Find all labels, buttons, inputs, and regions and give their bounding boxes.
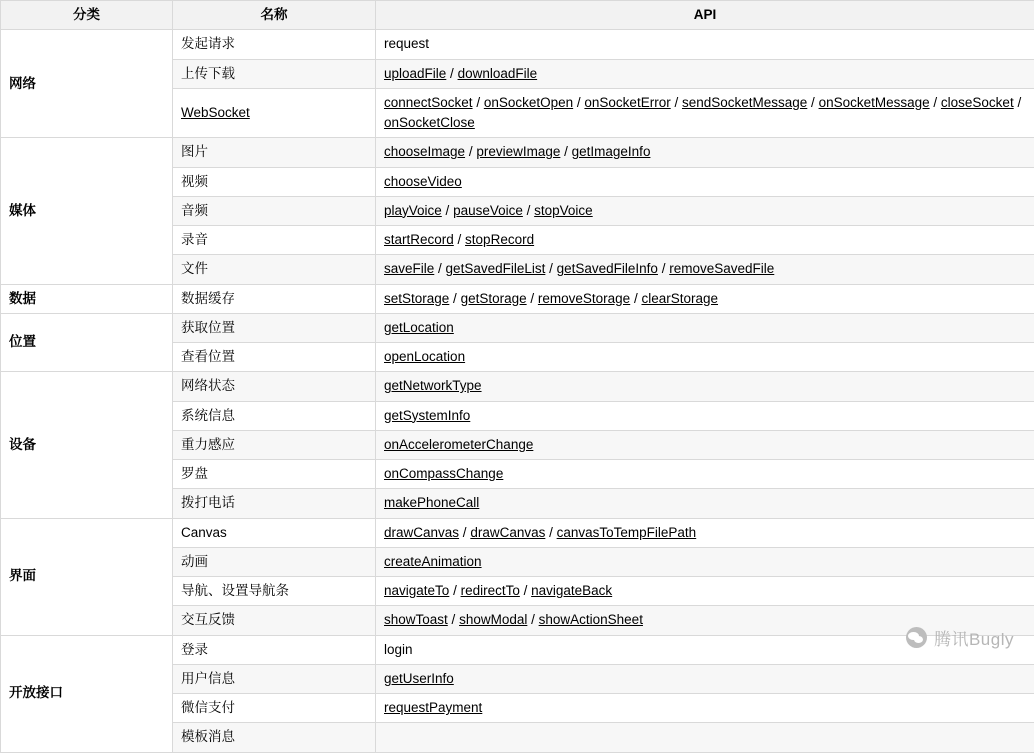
name-cell: 交互反馈: [173, 606, 376, 635]
api-link[interactable]: saveFile: [384, 261, 434, 276]
api-separator: /: [545, 525, 556, 540]
name-cell: 导航、设置导航条: [173, 577, 376, 606]
api-separator: /: [527, 612, 538, 627]
api-separator: /: [448, 612, 459, 627]
category-cell: 媒体: [1, 138, 173, 284]
name-cell: Canvas: [173, 518, 376, 547]
name-cell: 发起请求: [173, 30, 376, 59]
table-header-row: [1, 1, 1034, 30]
table-row: [1, 30, 1034, 59]
name-cell: 登录: [173, 635, 376, 664]
api-link[interactable]: onSocketOpen: [484, 95, 573, 110]
api-link[interactable]: navigateTo: [384, 583, 449, 598]
api-link[interactable]: createAnimation: [384, 554, 482, 569]
api-cell: [376, 694, 1034, 723]
api-cell: [376, 30, 1034, 59]
api-text: login: [384, 642, 413, 657]
api-link[interactable]: getNetworkType: [384, 378, 482, 393]
api-link[interactable]: showModal: [459, 612, 527, 627]
table-body: [1, 30, 1034, 752]
name-cell: 视频: [173, 167, 376, 196]
api-link[interactable]: stopVoice: [534, 203, 593, 218]
api-link[interactable]: getSystemInfo: [384, 408, 470, 423]
column-header-name: 名称: [173, 1, 376, 30]
api-link[interactable]: getStorage: [461, 291, 527, 306]
api-link[interactable]: getUserInfo: [384, 671, 454, 686]
api-cell: [376, 226, 1034, 255]
api-cell: [376, 167, 1034, 196]
api-link[interactable]: drawCanvas: [384, 525, 459, 540]
api-cell: [376, 547, 1034, 576]
name-cell: 重力感应: [173, 430, 376, 459]
api-cell: [376, 88, 1034, 138]
watermark-label: 腾讯Bugly: [934, 625, 1014, 650]
api-link[interactable]: makePhoneCall: [384, 495, 479, 510]
name-cell: 动画: [173, 547, 376, 576]
api-link[interactable]: onCompassChange: [384, 466, 503, 481]
column-header-category: 分类: [1, 1, 173, 30]
name-cell: 查看位置: [173, 343, 376, 372]
api-link[interactable]: canvasToTempFilePath: [557, 525, 697, 540]
api-separator: /: [465, 144, 476, 159]
api-separator: /: [545, 261, 556, 276]
api-separator: /: [446, 66, 457, 81]
api-link[interactable]: startRecord: [384, 232, 454, 247]
name-cell: 音频: [173, 196, 376, 225]
category-cell: 设备: [1, 372, 173, 518]
api-cell: [376, 664, 1034, 693]
api-link[interactable]: closeSocket: [941, 95, 1014, 110]
api-cell: [376, 489, 1034, 518]
api-link[interactable]: playVoice: [384, 203, 442, 218]
api-separator: /: [454, 232, 465, 247]
api-cell: [376, 284, 1034, 313]
api-cell: [376, 723, 1034, 752]
name-cell: [173, 88, 376, 138]
name-link[interactable]: WebSocket: [181, 105, 250, 120]
api-link[interactable]: showActionSheet: [539, 612, 643, 627]
api-link[interactable]: setStorage: [384, 291, 449, 306]
api-separator: /: [671, 95, 682, 110]
category-cell: 开放接口: [1, 635, 173, 752]
api-link[interactable]: onSocketMessage: [819, 95, 930, 110]
name-cell: 模板消息: [173, 723, 376, 752]
name-cell: 上传下载: [173, 59, 376, 88]
api-cell: [376, 430, 1034, 459]
api-link[interactable]: getSavedFileList: [446, 261, 546, 276]
api-link[interactable]: removeSavedFile: [669, 261, 774, 276]
api-link[interactable]: downloadFile: [458, 66, 538, 81]
table-row: [1, 518, 1034, 547]
api-link[interactable]: pauseVoice: [453, 203, 523, 218]
api-cell: [376, 313, 1034, 342]
category-cell: 位置: [1, 313, 173, 372]
api-link[interactable]: previewImage: [476, 144, 560, 159]
api-link[interactable]: drawCanvas: [470, 525, 545, 540]
name-cell: 图片: [173, 138, 376, 167]
api-link[interactable]: getSavedFileInfo: [557, 261, 658, 276]
table-row: [1, 313, 1034, 342]
api-cell: [376, 518, 1034, 547]
api-separator: /: [658, 261, 669, 276]
api-cell: [376, 577, 1034, 606]
api-separator: /: [449, 583, 460, 598]
api-separator: /: [442, 203, 453, 218]
category-cell: 数据: [1, 284, 173, 313]
api-separator: /: [527, 291, 538, 306]
name-cell: 录音: [173, 226, 376, 255]
api-cell: [376, 343, 1034, 372]
api-link[interactable]: showToast: [384, 612, 448, 627]
api-separator: /: [573, 95, 584, 110]
name-cell: 微信支付: [173, 694, 376, 723]
category-cell: 界面: [1, 518, 173, 635]
name-cell: 罗盘: [173, 460, 376, 489]
api-cell: [376, 255, 1034, 284]
name-cell: 用户信息: [173, 664, 376, 693]
api-separator: /: [449, 291, 460, 306]
api-link[interactable]: navigateBack: [531, 583, 612, 598]
api-separator: /: [630, 291, 641, 306]
api-separator: /: [520, 583, 531, 598]
api-link[interactable]: onSocketError: [584, 95, 670, 110]
api-separator: /: [930, 95, 941, 110]
api-separator: /: [473, 95, 484, 110]
api-text: request: [384, 36, 429, 51]
api-separator: /: [807, 95, 818, 110]
api-cell: [376, 372, 1034, 401]
api-link[interactable]: clearStorage: [641, 291, 718, 306]
api-link[interactable]: uploadFile: [384, 66, 446, 81]
name-cell: 获取位置: [173, 313, 376, 342]
api-link[interactable]: stopRecord: [465, 232, 534, 247]
api-link[interactable]: requestPayment: [384, 700, 482, 715]
name-cell: 文件: [173, 255, 376, 284]
api-link[interactable]: getLocation: [384, 320, 454, 335]
api-separator: /: [523, 203, 534, 218]
api-link[interactable]: redirectTo: [461, 583, 520, 598]
api-separator: /: [1014, 95, 1022, 110]
table-row: [1, 138, 1034, 167]
table-header: [1, 1, 1034, 30]
table-row: [1, 635, 1034, 664]
api-link[interactable]: sendSocketMessage: [682, 95, 807, 110]
api-link[interactable]: chooseImage: [384, 144, 465, 159]
api-separator: /: [459, 525, 470, 540]
api-link[interactable]: getImageInfo: [572, 144, 651, 159]
api-link[interactable]: onAccelerometerChange: [384, 437, 533, 452]
api-cell: [376, 59, 1034, 88]
api-cell: [376, 635, 1034, 664]
api-link[interactable]: openLocation: [384, 349, 465, 364]
api-link[interactable]: connectSocket: [384, 95, 473, 110]
name-cell: 网络状态: [173, 372, 376, 401]
table-row: [1, 284, 1034, 313]
column-header-api: API: [376, 1, 1034, 30]
api-cell: [376, 460, 1034, 489]
api-separator: /: [560, 144, 571, 159]
name-cell: 数据缓存: [173, 284, 376, 313]
api-cell: [376, 196, 1034, 225]
api-separator: /: [434, 261, 445, 276]
api-link[interactable]: onSocketClose: [384, 115, 475, 130]
name-cell: 系统信息: [173, 401, 376, 430]
api-link[interactable]: removeStorage: [538, 291, 630, 306]
api-cell: [376, 138, 1034, 167]
category-cell: 网络: [1, 30, 173, 138]
api-cell: [376, 401, 1034, 430]
name-cell: 拨打电话: [173, 489, 376, 518]
api-link[interactable]: chooseVideo: [384, 174, 462, 189]
table-row: [1, 372, 1034, 401]
api-cell: [376, 606, 1034, 635]
